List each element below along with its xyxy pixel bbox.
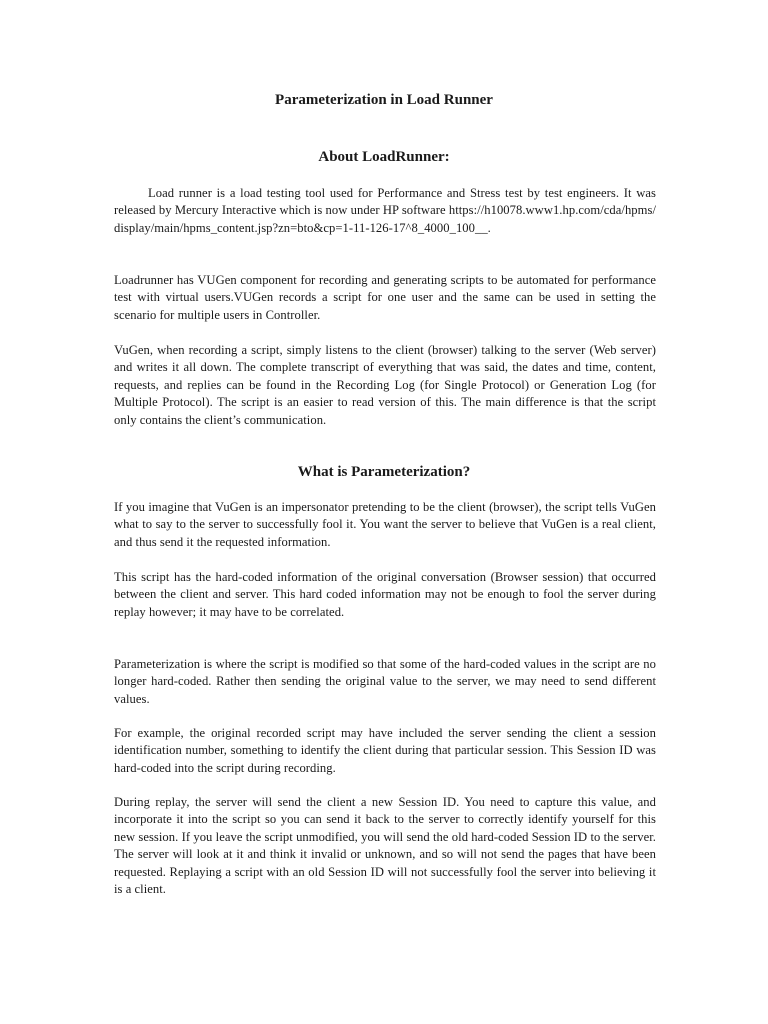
paragraph-replay-session-id: During replay, the server will send the client a new Session ID. You need to capture this value, and incorporate it into the script so you can send it back to the server to correctly identify yourself for this new session. If you leave the script unmodified, you will send the old hard-coded Session ID to the server. The server will look at it and think it invalid or unknown, and so will not send the pages that have been requested. Replaying a script with an old Session ID will not successfully fool the server into believing it is a client. [114, 795, 656, 897]
paragraph-vugen-recording: VuGen, when recording a script, simply listens to the client (browser) talking to the server (Web server) and writes it all down. The complete transcript of everything that was said, the dates and time, content, requests, and replies can be found in the Recording Log (for Single Protocol) or Generation Log (for Multiple Protocol). The script is an easier to read version of this. The main difference is that the script only contains the client’s communication. [114, 343, 656, 427]
section-heading-what-is-parameterization: What is Parameterization? [297, 464, 471, 480]
paragraph-session-id-example: For example, the original recorded script may have included the server sending the client a session identification number, something to identify the client during that particular session. This Session ID was hard-coded into the script during recording. [114, 726, 656, 775]
paragraph-hard-coded-info: This script has the hard-coded information of the original conversation (Browser session) that occurred between the client and server. This hard coded information may not be enough to fool the server during replay however; it may have to be correlated. [114, 570, 656, 619]
hp-software-url: https://h10078.www1.hp.com/cda/hpms/display/main/hpms_content.jsp?zn=bto&cp=1-11-126-17^8_4000_100__. [114, 203, 656, 235]
paragraph-vugen-component: Loadrunner has VUGen component for recording and generating scripts to be automated for performance test with virtual users.VUGen records a script for one user and the same can be used in setting the scenario for multiple users in Controller. [114, 273, 656, 322]
document-title: Parameterization in Load Runner [275, 92, 493, 108]
paragraph-intro-text: Load runner is a load testing tool used for Performance and Stress test by test engineers. It was released by Mercury Interactive which is now under HP software [114, 186, 656, 218]
paragraph-impersonator: If you imagine that VuGen is an impersonator pretending to be the client (browser), the script tells VuGen what to say to the server to successfully fool it. You want the server to believe that VuGen is a real client, and thus send it the requested information. [114, 500, 656, 549]
section-heading-about: About LoadRunner: [318, 149, 450, 165]
paragraph-intro [114, 185, 656, 237]
paragraph-parameterization-definition: Parameterization is where the script is modified so that some of the hard-coded values in the script are no longer hard-coded. Rather then sending the original value to the server, we may need to send different values. [114, 657, 656, 706]
